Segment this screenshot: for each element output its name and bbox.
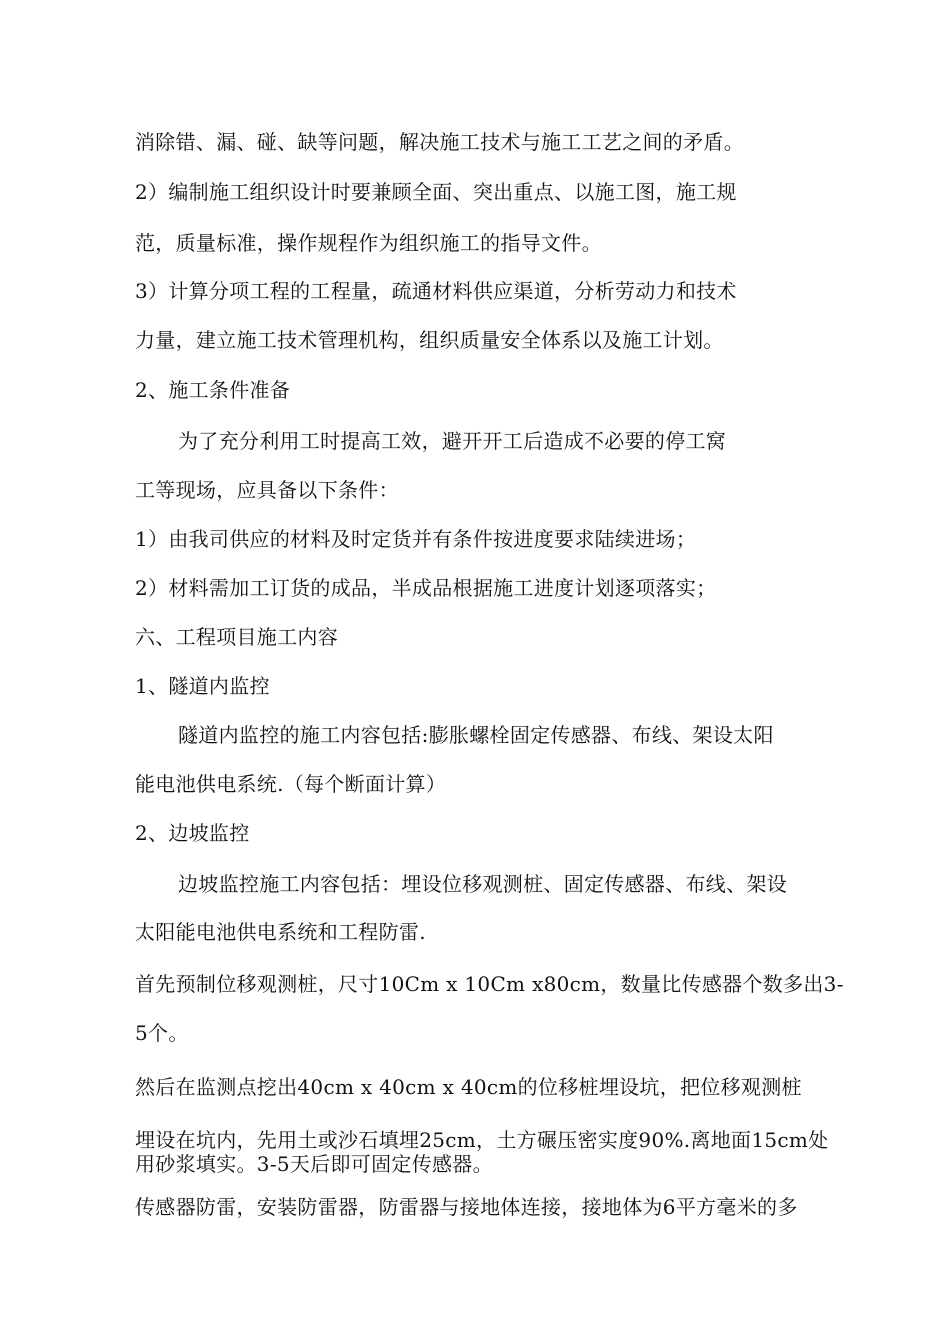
- text-line: 工等现场，应具备以下条件：: [135, 478, 399, 502]
- text-line: 隧道内监控的施工内容包括:膨胀螺栓固定传感器、布线、架设太阳: [178, 723, 774, 747]
- section-heading: 2、边坡监控: [135, 821, 250, 845]
- text-line: 传感器防雷，安装防雷器，防雷器与接地体连接，接地体为6平方毫米的多: [135, 1195, 798, 1219]
- text-line: 用砂浆填实。3-5天后即可固定传感器。: [135, 1152, 493, 1176]
- text-line: 范，质量标准，操作规程作为组织施工的指导文件。: [135, 231, 602, 255]
- section-heading: 2、施工条件准备: [135, 378, 291, 402]
- text-line: 5个。: [135, 1021, 189, 1045]
- text-line: 2）材料需加工订货的成品，半成品根据施工进度计划逐项落实；: [135, 576, 717, 600]
- text-line: 为了充分利用工时提高工效，避开开工后造成不必要的停工窝: [178, 429, 727, 453]
- text-line: 太阳能电池供电系统和工程防雷.: [135, 920, 426, 944]
- text-line: 然后在监测点挖出40cm x 40cm x 40cm的位移桩埋设坑，把位移观测桩: [135, 1075, 802, 1099]
- text-line: 埋设在坑内，先用土或沙石填埋25cm，土方碾压密实度90%.离地面15cm处: [135, 1128, 829, 1152]
- text-line: 2）编制施工组织设计时要兼顾全面、突出重点、以施工图，施工规: [135, 180, 737, 204]
- section-heading: 六、工程项目施工内容: [135, 625, 338, 649]
- text-line: 边坡监控施工内容包括：埋设位移观测桩、固定传感器、布线、架设: [178, 872, 787, 896]
- section-heading: 1、隧道内监控: [135, 674, 270, 698]
- text-line: 消除错、漏、碰、缺等问题，解决施工技术与施工工艺之间的矛盾。: [135, 130, 744, 154]
- text-line: 3）计算分项工程的工程量，疏通材料供应渠道，分析劳动力和技术: [135, 279, 737, 303]
- text-line: 首先预制位移观测桩，尺寸10Cm x 10Cm x80cm，数量比传感器个数多出3-: [135, 972, 844, 996]
- text-line: 力量，建立施工技术管理机构，组织质量安全体系以及施工计划。: [135, 328, 724, 352]
- text-line: 能电池供电系统.（每个断面计算）: [135, 772, 447, 796]
- text-line: 1）由我司供应的材料及时定货并有条件按进度要求陆续进场；: [135, 527, 697, 551]
